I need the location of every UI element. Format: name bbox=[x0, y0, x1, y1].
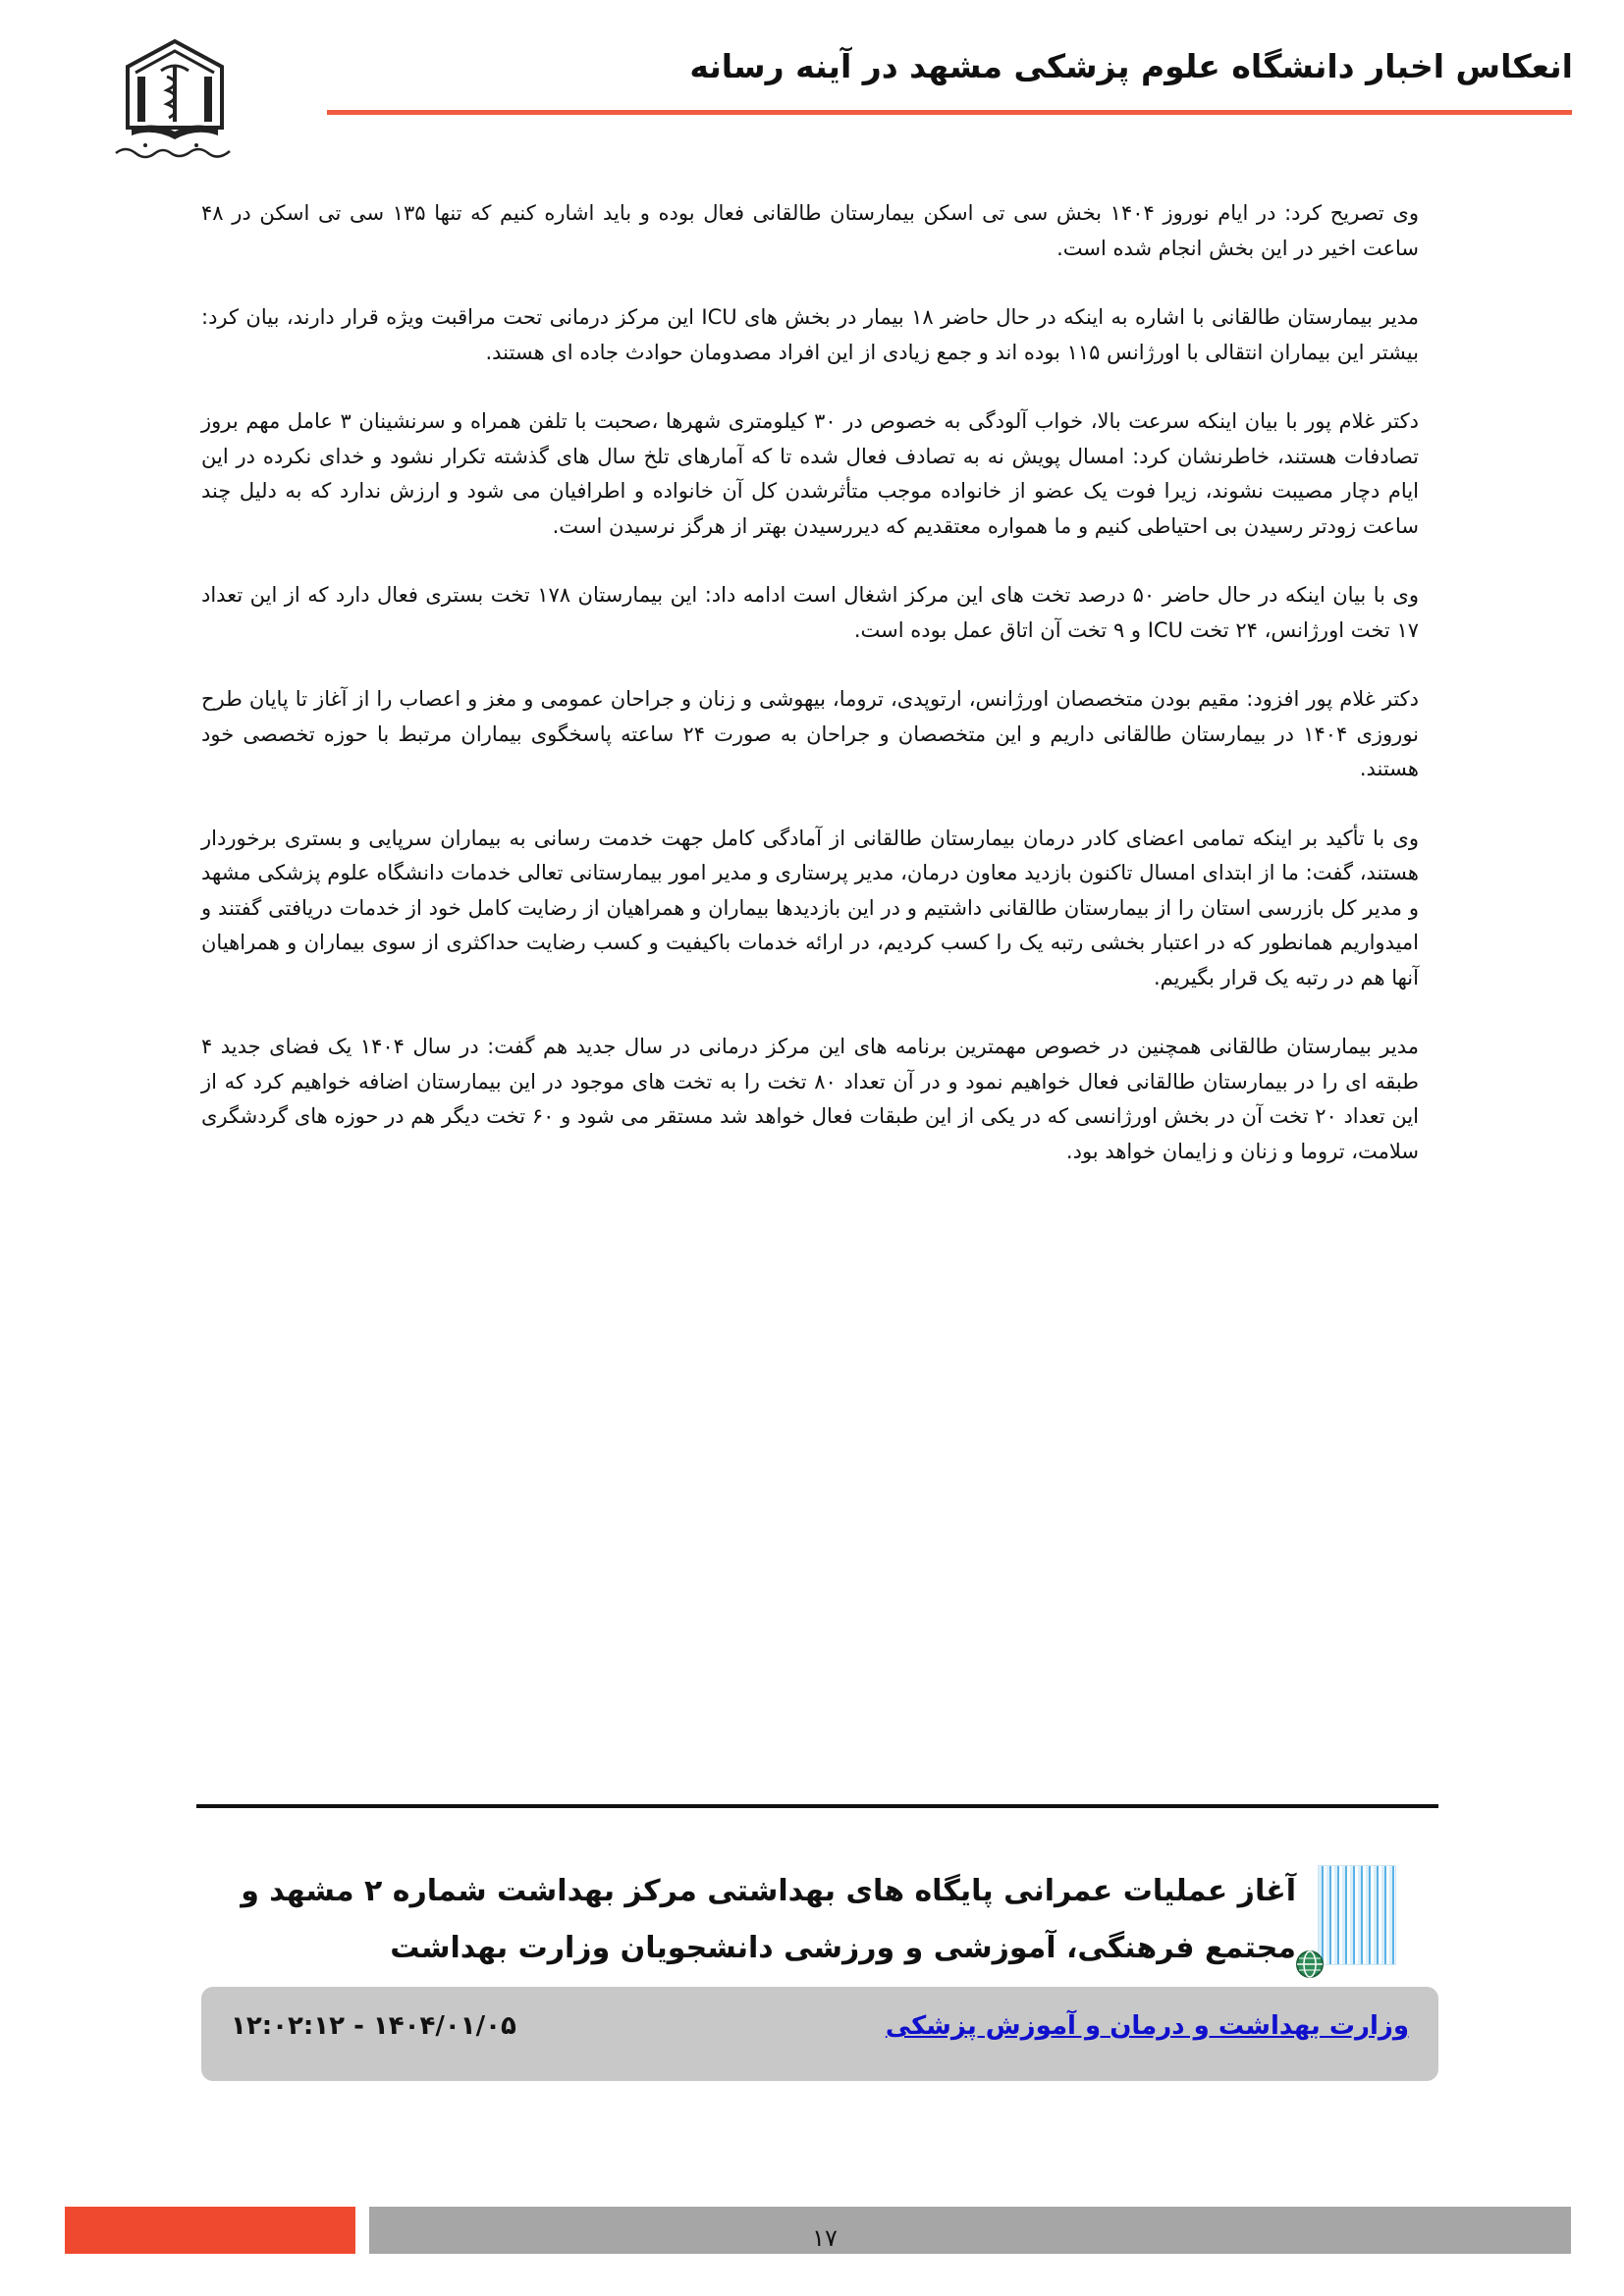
university-logo-icon bbox=[106, 37, 244, 163]
news-title: آغاز عملیات عمرانی پایگاه های بهداشتی مرکز بهداشت شماره ۲ مشهد و مجتمع فرهنگی، آموزشی و ورزشی دانشجویان وزارت بهداشت bbox=[241, 1874, 1296, 1965]
news-source-link[interactable]: وزارت بهداشت و درمان و آموزش پزشکی bbox=[885, 2011, 1409, 2041]
article-paragraph: دکتر غلام پور با بیان اینکه سرعت بالا، خواب آلودگی به خصوص در ۳۰ کیلومتری شهرها ،صحبت با تلفن همراه و سرنشینان ۳ عامل مهم بروز تصادفات هستند، خاطرنشان کرد: امسال پویش نه به تصادف فعال شده تا که آمارهای تلخ سال های گذشته تکرار نشود و خدای نکرده در این ایام دچار مصیبت نشوند، زیرا فوت یک عضو از خانواده موجب متأثرشدن کل آن خانواده و اطرافیان می شود و ارزش ندارد که به دلیل چند ساعت زودتر رسیدن بی احتیاطی کنیم و ما همواره معتقدیم که دیررسیدن بهتر از هرگز نرسیدن است. bbox=[201, 409, 1419, 538]
article-body bbox=[201, 196, 1419, 1203]
section-divider bbox=[196, 1804, 1438, 1808]
article-paragraph: وی تصریح کرد: در ایام نوروز ۱۴۰۴ بخش سی تی اسکن بیمارستان طالقانی فعال بوده و باید اشاره کنیم که تنها ۱۳۵ سی تی اسکن در ۴۸ ساعت اخیر در این بخش انجام شده است. bbox=[201, 201, 1419, 260]
news-meta-box bbox=[201, 1987, 1438, 2081]
article-paragraph: دکتر غلام پور افزود: مقیم بودن متخصصان اورژانس، ارتوپدی، تروما، بیهوشی و زنان و جراحان عمومی و مغز و اعصاب را از آغاز تا پایان طرح نوروزی ۱۴۰۴ در بیمارستان طالقانی داریم و این متخصصان و جراحان به صورت ۲۴ ساعته پاسخگوی بیماران مرتبط با حوزه تخصصی خود هستند. bbox=[201, 687, 1420, 780]
page-number: ۱۷ bbox=[812, 2224, 838, 2252]
ministry-logo-icon bbox=[1318, 1865, 1396, 1965]
article-paragraph: مدیر بیمارستان طالقانی با اشاره به اینکه در حال حاضر ۱۸ بیمار در بخش های ICU این مرکز درمانی تحت مراقبت ویژه قرار دارند، بیان کرد: بیشتر این بیماران انتقالی با اورژانس ۱۱۵ بوده اند و جمع زیادی از این افراد مصدومان حوادث جاده ای هستند. bbox=[201, 305, 1419, 364]
article-paragraph: وی با بیان اینکه در حال حاضر ۵۰ درصد تخت های این مرکز اشغال است ادامه داد: این بیمارستان ۱۷۸ تخت بستری فعال دارد که از این تعداد ۱۷ تخت اورژانس، ۲۴ تخت ICU و ۹ تخت آن اتاق عمل بوده است. bbox=[201, 583, 1419, 642]
news-datetime: ۱۴۰۴/۰۱/۰۵ - ۱۲:۰۲:۱۲ bbox=[231, 2011, 516, 2041]
footer-bar bbox=[369, 2207, 1571, 2254]
globe-icon[interactable] bbox=[1294, 1949, 1326, 1980]
footer-accent-bar bbox=[65, 2207, 355, 2254]
article-paragraph: مدیر بیمارستان طالقانی همچنین در خصوص مهمترین برنامه های این مرکز درمانی در سال جدید هم گفت: در سال ۱۴۰۴ یک فضای جدید ۴ طبقه ای را در بیمارستان طالقانی فعال خواهیم نمود و در آن تعداد ۸۰ تخت را به تخت های موجود در این بیمارستان اضافه خواهیم کرد که از این تعداد ۲۰ تخت آن در بخش اورژانسی که در یکی از این طبقات فعال خواهد شد مستقر می شود و ۶۰ تخت دیگر هم در حوزه های گردشگری سلامت، تروما و زنان و زایمان خواهد بود. bbox=[201, 1035, 1419, 1163]
university-logo bbox=[106, 37, 244, 163]
header-title: انعکاس اخبار دانشگاه علوم پزشکی مشهد در آینه رسانه bbox=[689, 47, 1573, 85]
article-paragraph: وی با تأکید بر اینکه تمامی اعضای کادر درمان بیمارستان طالقانی از آمادگی کامل جهت خدمت رسانی به بیماران سرپایی و بستری برخوردار هستند، گفت: ما از ابتدای امسال تاکنون بازدید معاون درمان، مدیر پرستاری و مدیر امور بیمارستانی تعالی خدمات دانشگاه علوم پزشکی مشهد و مدیر کل بازرسی استان را از بیمارستان طالقانی داشتیم و در این بازدیدها بیماران و همراهیان از رضایت کامل خود از خدمات دریافتی گفتند و امیدواریم همانطور که در اعتبار بخشی رتبه یک را کسب کردیم، در ارائه خدمات باکیفیت و کسب رضایت حداکثری از سوی بیماران و همراهیان آنها هم در رتبه یک قرار بگیریم. bbox=[201, 826, 1419, 989]
header-divider bbox=[327, 110, 1572, 115]
